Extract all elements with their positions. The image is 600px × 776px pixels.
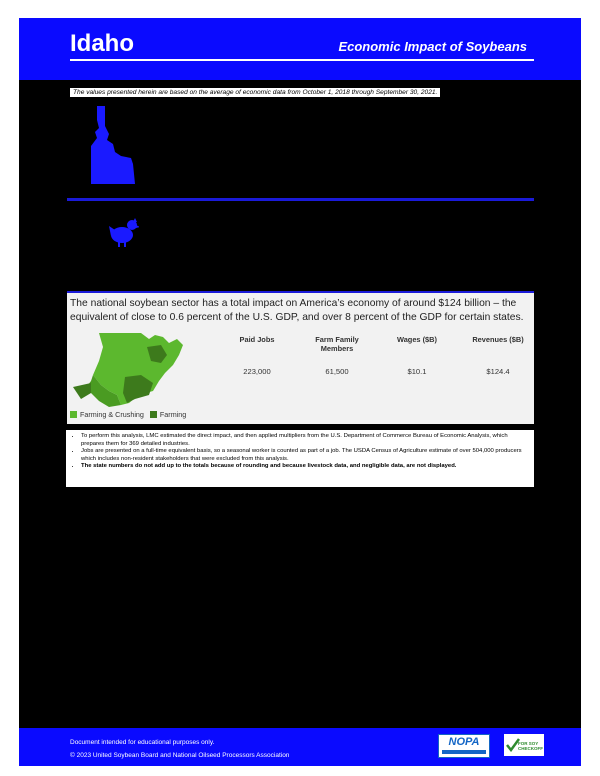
header-subtitle: Economic Impact of Soybeans (338, 39, 527, 54)
header-band (19, 18, 581, 80)
nopa-logo-bar (442, 750, 486, 754)
legend-swatch-farming (150, 411, 157, 418)
note-item: • Jobs are presented on a full-time equivalent basis, so a seasonal worker is counted as part of a job. The USDA Census of Agriculture estimate of over 504,000 producers which includes non-resident stakeholders that were excluded from this analysis. (81, 448, 530, 463)
soy-checkoff-logo (504, 734, 544, 756)
methodology-notes (66, 430, 534, 487)
col-header-farm-family: Farm Family Members (315, 335, 359, 353)
section-divider (67, 198, 534, 201)
idaho-map-icon (91, 106, 137, 184)
chicken-icon (107, 216, 139, 248)
legend-label-farming: Farming (159, 410, 187, 419)
checkoff-line2: CHECKOFF (518, 746, 543, 751)
col-header-paid-jobs: Paid Jobs (239, 335, 275, 344)
footer-disclaimer: Document intended for educational purposes only. (70, 739, 215, 746)
national-summary-panel (67, 291, 534, 424)
map-legend (70, 410, 186, 419)
legend-swatch-farming-crushing (70, 411, 77, 418)
nopa-logo (438, 734, 490, 758)
note-item: • The state numbers do not add up to the totals because of rounding and because livestock data, and negligible data, are not displayed. (81, 463, 530, 471)
legend-label-farming-crushing: Farming & Crushing (80, 410, 144, 419)
value-farm-family: 61,500 (325, 367, 349, 376)
state-title: Idaho (70, 30, 134, 57)
value-wages: $10.1 (407, 367, 427, 376)
footer-copyright: © 2023 United Soybean Board and National Oilseed Processors Association (70, 752, 290, 759)
national-summary-text: The national soybean sector has a total impact on America’s economy of around $124 billion – the equivalent of close to 0.6 percent of the U.S. GDP, and over 8 percent of the GDP for certain states. (70, 298, 524, 323)
nopa-logo-text: NOPA (448, 736, 480, 748)
note-item: • To perform this analysis, LMC estimated the direct impact, and then applied multipliers from the U.S. Department of Commerce Bureau of Economic Analysis, which prepares them for 369 detailed industries. (81, 433, 530, 448)
footer-band (19, 728, 581, 766)
header-rule (70, 59, 534, 61)
value-revenues: $124.4 (486, 367, 510, 376)
us-soybean-map (69, 331, 184, 409)
data-period-note: The values presented herein are based on the average of economic data from October 1, 2018 through September 30, 2021. (70, 88, 440, 97)
value-paid-jobs: 223,000 (243, 367, 271, 376)
checkoff-line1: FOR SOY (518, 741, 539, 746)
soy-checkoff-logo-text (518, 741, 543, 751)
col-header-wages: Wages ($B) (397, 335, 437, 344)
col-header-revenues: Revenues ($B) (472, 335, 524, 344)
document-page (19, 18, 581, 766)
